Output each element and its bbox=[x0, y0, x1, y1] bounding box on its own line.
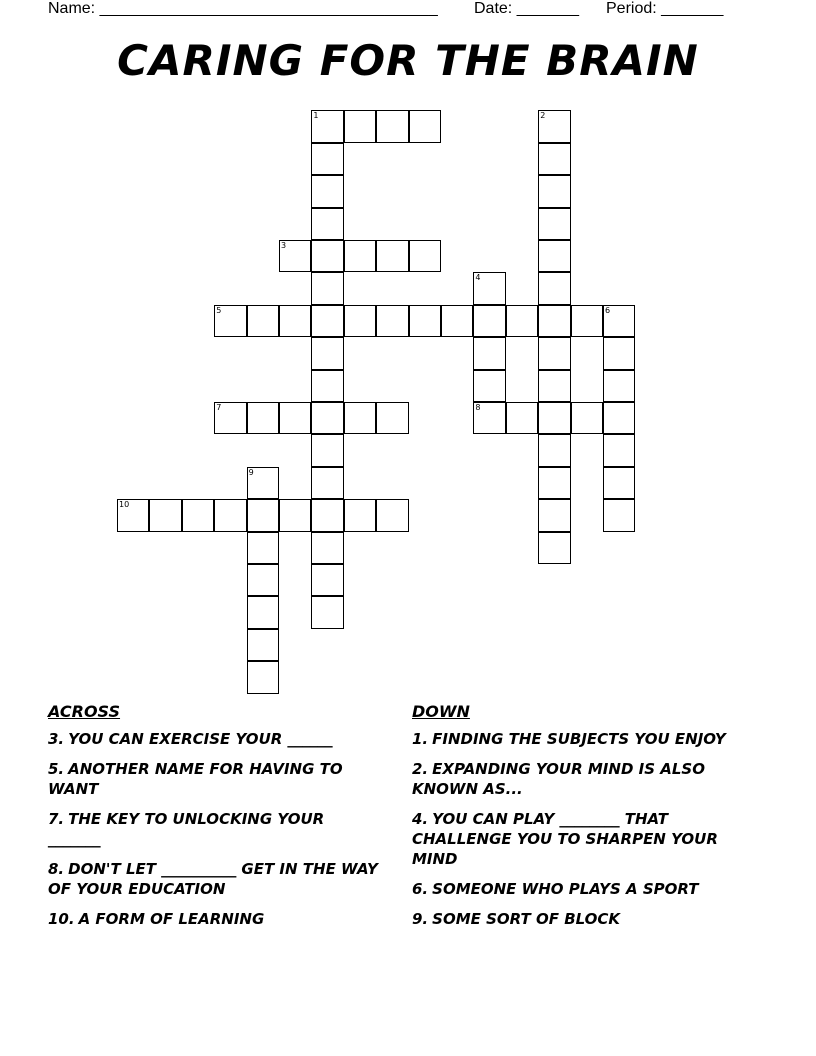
grid-cell[interactable] bbox=[311, 110, 343, 142]
down-clues bbox=[412, 702, 752, 939]
grid-cell[interactable] bbox=[247, 532, 279, 564]
grid-cell[interactable] bbox=[376, 305, 408, 337]
grid-cell[interactable] bbox=[409, 110, 441, 142]
grid-cell[interactable] bbox=[247, 499, 279, 531]
grid-cell[interactable] bbox=[311, 305, 343, 337]
grid-cell[interactable] bbox=[376, 402, 408, 434]
cell-number: 3 bbox=[281, 241, 287, 250]
cell-number: 9 bbox=[248, 467, 254, 477]
clue-across-10 bbox=[48, 909, 378, 929]
grid-cell[interactable] bbox=[311, 208, 343, 240]
grid-cell[interactable] bbox=[311, 596, 343, 628]
grid-cell[interactable] bbox=[441, 305, 473, 337]
grid-cell[interactable] bbox=[214, 402, 246, 434]
grid-cell[interactable] bbox=[247, 467, 279, 499]
grid-cell[interactable] bbox=[344, 305, 376, 337]
grid-cell[interactable] bbox=[376, 240, 408, 272]
grid-cell[interactable] bbox=[279, 499, 311, 531]
grid-cell[interactable] bbox=[409, 240, 441, 272]
grid-cell[interactable] bbox=[409, 305, 441, 337]
grid-cell[interactable] bbox=[247, 305, 279, 337]
clue-down-9 bbox=[412, 909, 752, 929]
clue-text: SOMEONE WHO PLAYS A SPORT bbox=[432, 880, 699, 898]
grid-cell[interactable] bbox=[473, 370, 505, 402]
grid-cell[interactable] bbox=[603, 370, 635, 402]
grid-cell[interactable] bbox=[538, 434, 570, 466]
grid-cell[interactable] bbox=[149, 499, 181, 531]
grid-cell[interactable] bbox=[279, 305, 311, 337]
clue-text: A FORM OF LEARNING bbox=[78, 910, 265, 928]
cell-number: 2 bbox=[540, 111, 546, 121]
grid-cell[interactable] bbox=[538, 305, 570, 337]
grid-cell[interactable] bbox=[344, 499, 376, 531]
grid-cell[interactable] bbox=[311, 434, 343, 466]
clue-text: THE KEY TO UNLOCKING YOUR _______ bbox=[48, 810, 325, 848]
clue-text: SOME SORT OF BLOCK bbox=[432, 910, 621, 928]
across-heading: ACROSS bbox=[48, 702, 121, 721]
grid-cell[interactable] bbox=[473, 305, 505, 337]
grid-cell[interactable] bbox=[603, 499, 635, 531]
grid-cell[interactable] bbox=[603, 305, 635, 337]
grid-cell[interactable] bbox=[117, 499, 149, 531]
clue-number: 10. bbox=[48, 910, 75, 928]
grid-cell[interactable] bbox=[603, 467, 635, 499]
grid-cell[interactable] bbox=[311, 337, 343, 369]
clue-number: 9. bbox=[412, 910, 429, 928]
grid-cell[interactable] bbox=[538, 532, 570, 564]
grid-cell[interactable] bbox=[473, 337, 505, 369]
grid-cell[interactable] bbox=[538, 370, 570, 402]
clue-down-1 bbox=[412, 729, 752, 749]
clue-across-3 bbox=[48, 729, 378, 749]
clue-across-8 bbox=[48, 859, 378, 899]
grid-cell[interactable] bbox=[376, 499, 408, 531]
grid-cell[interactable] bbox=[506, 305, 538, 337]
clue-number: 5. bbox=[48, 760, 65, 778]
grid-cell[interactable] bbox=[603, 337, 635, 369]
grid-cell[interactable] bbox=[344, 110, 376, 142]
grid-cell[interactable] bbox=[538, 110, 570, 142]
grid-cell[interactable] bbox=[538, 337, 570, 369]
grid-cell[interactable] bbox=[311, 467, 343, 499]
clue-number: 4. bbox=[412, 810, 429, 828]
cell-number: 5 bbox=[216, 305, 222, 315]
grid-cell[interactable] bbox=[538, 467, 570, 499]
grid-cell[interactable] bbox=[538, 208, 570, 240]
grid-cell[interactable] bbox=[311, 402, 343, 434]
clue-down-4 bbox=[412, 809, 752, 869]
clue-number: 7. bbox=[48, 810, 65, 828]
down-heading: DOWN bbox=[412, 702, 470, 721]
clue-text: ANOTHER NAME FOR HAVING TO WANT bbox=[48, 760, 343, 798]
grid-cell[interactable] bbox=[247, 564, 279, 596]
grid-cell[interactable] bbox=[603, 434, 635, 466]
clue-down-6 bbox=[412, 879, 752, 899]
grid-cell[interactable] bbox=[311, 272, 343, 304]
clue-text: FINDING THE SUBJECTS YOU ENJOY bbox=[432, 730, 726, 748]
grid-cell[interactable] bbox=[311, 143, 343, 175]
grid-cell[interactable] bbox=[247, 661, 279, 693]
clue-across-7 bbox=[48, 809, 378, 849]
grid-cell[interactable] bbox=[214, 499, 246, 531]
grid-cell[interactable] bbox=[311, 532, 343, 564]
clue-number: 8. bbox=[48, 860, 65, 878]
grid-cell[interactable] bbox=[214, 305, 246, 337]
grid-cell[interactable] bbox=[571, 402, 603, 434]
cell-number: 6 bbox=[605, 305, 611, 315]
grid-cell[interactable] bbox=[311, 564, 343, 596]
grid-cell[interactable] bbox=[279, 240, 311, 272]
clue-text: EXPANDING YOUR MIND IS ALSO KNOWN AS... bbox=[412, 760, 705, 798]
grid-cell[interactable] bbox=[538, 499, 570, 531]
clue-text: DON'T LET __________ GET IN THE WAY OF YOUR EDUCATION bbox=[48, 860, 378, 898]
grid-cell[interactable] bbox=[344, 402, 376, 434]
clue-number: 2. bbox=[412, 760, 429, 778]
grid-cell[interactable] bbox=[538, 402, 570, 434]
grid-cell[interactable] bbox=[603, 402, 635, 434]
date-field-label: Date: _______ bbox=[474, 0, 579, 17]
clue-number: 3. bbox=[48, 730, 65, 748]
grid-cell[interactable] bbox=[473, 272, 505, 304]
grid-cell[interactable] bbox=[506, 402, 538, 434]
clue-text: YOU CAN EXERCISE YOUR ______ bbox=[68, 730, 333, 748]
name-field-label: Name: ______________________________________ bbox=[48, 0, 438, 17]
grid-cell[interactable] bbox=[538, 272, 570, 304]
clue-down-2 bbox=[412, 759, 752, 799]
grid-cell[interactable] bbox=[344, 240, 376, 272]
cell-number: 1 bbox=[313, 111, 319, 121]
clue-across-5 bbox=[48, 759, 378, 799]
grid-cell[interactable] bbox=[376, 110, 408, 142]
grid-cell[interactable] bbox=[279, 402, 311, 434]
grid-cell[interactable] bbox=[473, 402, 505, 434]
grid-cell[interactable] bbox=[311, 370, 343, 402]
grid-cell[interactable] bbox=[571, 305, 603, 337]
cell-number: 7 bbox=[216, 403, 222, 412]
grid-cell[interactable] bbox=[311, 175, 343, 207]
grid-cell[interactable] bbox=[311, 499, 343, 531]
grid-cell[interactable] bbox=[182, 499, 214, 531]
grid-cell[interactable] bbox=[247, 402, 279, 434]
cell-number: 10 bbox=[119, 500, 130, 510]
page-title: CARING FOR THE BRAIN bbox=[117, 36, 699, 85]
grid-cell[interactable] bbox=[538, 175, 570, 207]
grid-cell[interactable] bbox=[311, 240, 343, 272]
cell-number: 8 bbox=[475, 403, 481, 412]
clue-number: 1. bbox=[412, 730, 429, 748]
clue-number: 6. bbox=[412, 880, 429, 898]
cell-number: 4 bbox=[475, 273, 481, 283]
grid-cell[interactable] bbox=[538, 240, 570, 272]
grid-cell[interactable] bbox=[247, 629, 279, 661]
period-field-label: Period: _______ bbox=[606, 0, 724, 17]
grid-cell[interactable] bbox=[538, 143, 570, 175]
clue-text: YOU CAN PLAY ________ THAT CHALLENGE YOU TO SHARPEN YOUR MIND bbox=[412, 810, 718, 868]
grid-cell[interactable] bbox=[247, 596, 279, 628]
across-clues bbox=[48, 702, 378, 939]
